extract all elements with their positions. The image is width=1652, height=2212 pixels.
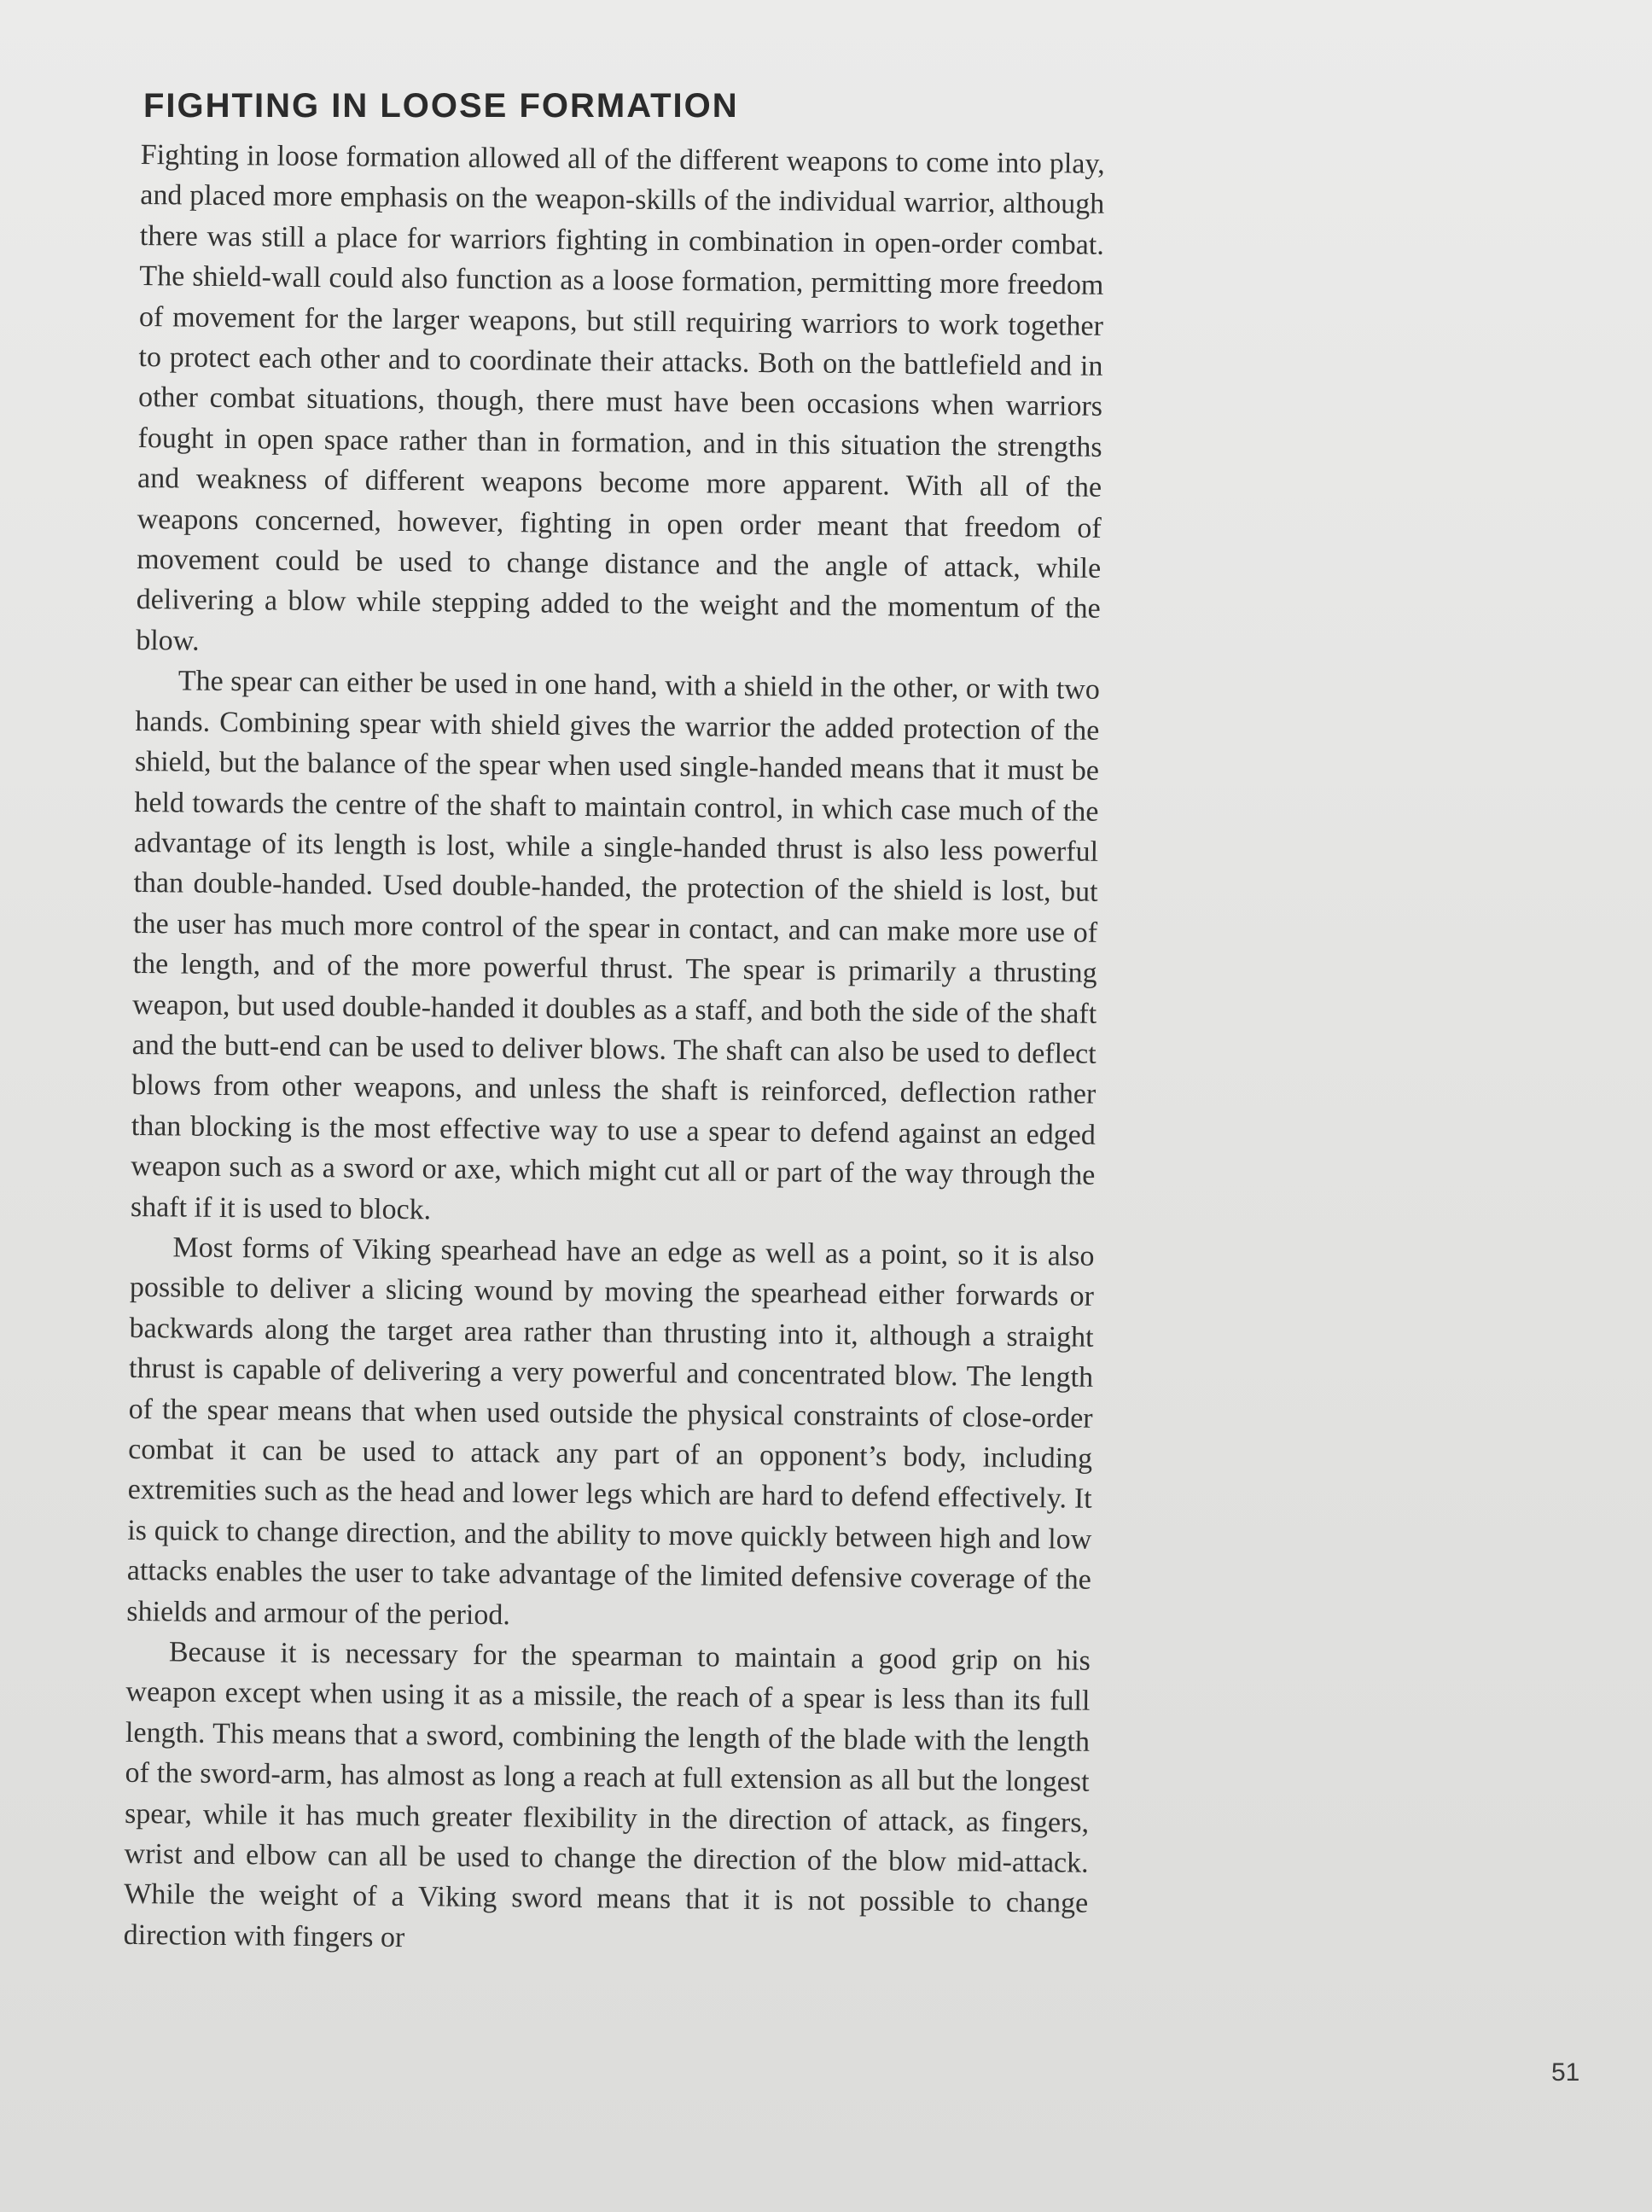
page-number: 51 — [1551, 2058, 1580, 2087]
paragraph: Most forms of Viking spearhead have an edge as well as a point, so it is also possible to deliver a slicing wound by moving the spearhead either forwards or backwards along the target area rather than thrusting into it, although a straight thrust is capable of delivering a very powerful and concentrated blow. The length of the spear means that when used outside the physical constraints of close-order combat it can be used to attack any part of an opponent’s body, including extremities such as the head and lower legs which are hard to defend effectively. It is quick to change direction, and the ability to move quickly between high and low attacks enables the user to take advantage of the limited defensive coverage of the shields and armour of the period. — [126, 1231, 1095, 1631]
paragraph: Because it is necessary for the spearman to maintain a good grip on his weapon except when using it as a missile, the reach of a spear is less than its full length. This means that a sword, combining the length of the blade with the length of the sword-arm, has almost as long a reach at full extension as all but the longest spear, while it has much greater flexibility in the direction of attack, as fingers, wrist and elbow can all be used to change the direction of the blow mid-attack. While the weight of a Viking sword means that it is not possible to change direction with fingers or — [123, 1636, 1091, 1953]
body-text — [124, 135, 1105, 1965]
section-heading: FIGHTING IN LOOSE FORMATION — [143, 87, 739, 125]
paragraph: The spear can either be used in one hand, with a shield in the other, or with two hands. Combining spear with shield gives the warrior the added protection of the shield, but the balance of the spear when used single-handed means that it must be held towards the centre of the shaft to maintain control, in which case much of the advantage of its length is lost, while a single-handed thrust is also less powerful than double-handed. Used double-handed, the protection of the shield is lost, but the user has much more control of the spear in contact, and can make more use of the length, and of the more powerful thrust. The spear is primarily a thrusting weapon, but used double-handed it doubles as a staff, and both the side of the shaft and the butt-end can be used to deliver blows. The shaft can also be used to deflect blows from other weapons, and unless the shaft is reinforced, deflection rather than blocking is the most effective way to use a spear to defend against an edged weapon such as a sword or axe, which might cut all or part of the way through the shaft if it is used to block. — [130, 665, 1100, 1225]
paragraph: Fighting in loose formation allowed all of the different weapons to come into play, and placed more emphasis on the weapon-skills of the individual warrior, although there was still a place for warriors fighting in combination in open-order combat. The shield-wall could also function as a loose formation, permitting more freedom of movement for the larger weapons, but still requiring warriors to work together to protect each other and to coordinate their attacks. Both on the battlefield and in other combat situations, though, there must have been occasions when warriors fought in open space rather than in formation, and in this situation the strengths and weakness of different weapons become more apparent. With all of the weapons concerned, however, fighting in open order meant that freedom of movement could be used to change distance and the angle of attack, while delivering a blow while stepping added to the weight and the momentum of the blow. — [136, 138, 1105, 657]
